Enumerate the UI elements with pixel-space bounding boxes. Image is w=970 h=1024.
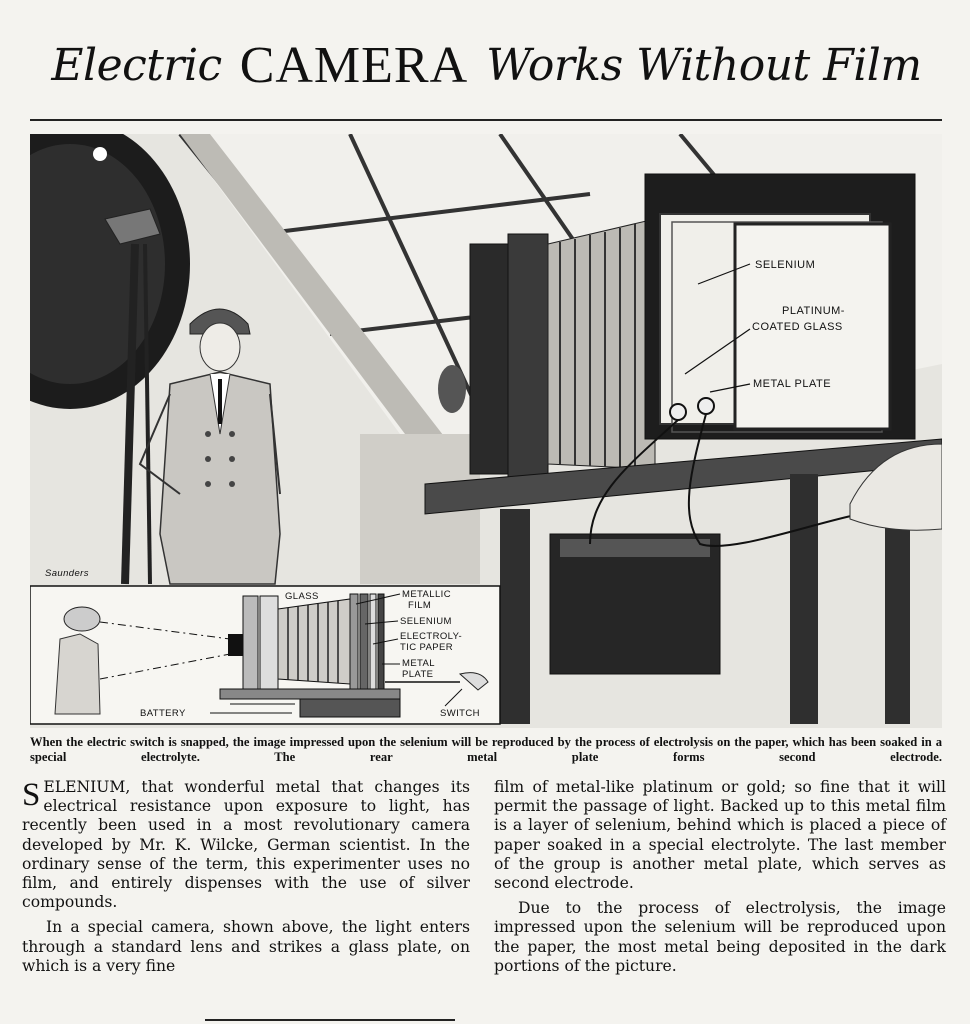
label-platinum-2: COATED GLASS xyxy=(752,321,843,333)
headline-works-without-film: Works Without Film xyxy=(486,39,922,91)
article-column-2 xyxy=(494,778,946,976)
inset-label-metallic-2: FILM xyxy=(408,600,432,611)
wall-fixture xyxy=(438,365,466,413)
headline-rule xyxy=(30,119,942,121)
paragraph-2: In a special camera, shown above, the light enters through a standard lens and strikes a glass plate, on which is a very fine xyxy=(22,918,470,975)
label-selenium: SELENIUM xyxy=(755,259,816,271)
paragraph-1-text: ELENIUM, that wonderful metal that changes its electrical resistance upon exposure to light, has recently been used in a most revolutionary camera developed by Mr. K. Wilcke, German scientist. In the ordinary sense of the term, this experimenter uses no film, and entirely dispenses with the use of silver compounds. xyxy=(22,778,470,912)
inset-label-electrolytic-1: ELECTROLY- xyxy=(400,631,463,642)
inset-label-switch: SWITCH xyxy=(440,708,480,719)
headline-electric: Electric xyxy=(51,39,222,91)
bottom-rule xyxy=(205,1019,455,1021)
inset-label-battery: BATTERY xyxy=(140,708,186,719)
inset-diagram xyxy=(30,586,500,724)
inset-label-metallic-1: METALLIC xyxy=(402,589,451,600)
paragraph-4: Due to the process of electrolysis, the image impressed upon the selenium will be reproduced upon the paper, the most metal being deposited in the dark portions of the picture. xyxy=(494,899,946,975)
paragraph-3: film of metal-like platinum or gold; so fine that it will permit the passage of light. Backed up to this metal film is a layer of selenium, behind which is placed a piece of paper soaked in a special electrolyte. The last member of the group is another metal plate, which serves as second electrode. xyxy=(494,778,946,893)
inset-label-electrolytic-2: TIC PAPER xyxy=(400,642,454,653)
label-metal-plate: METAL PLATE xyxy=(753,378,832,390)
inset-label-metal-2: PLATE xyxy=(402,669,434,680)
inset-label-metal-1: METAL xyxy=(402,658,435,669)
illustration xyxy=(30,134,942,728)
headline-camera: CAMERA xyxy=(239,36,469,94)
drop-cap: S xyxy=(22,777,41,813)
artist-signature: Saunders xyxy=(45,568,89,579)
label-platinum-1: PLATINUM- xyxy=(782,305,845,317)
figure-caption: When the electric switch is snapped, the image impressed upon the selenium will be reproduced by the process of electrolysis on the paper, which has been soaked in a special electrolyte. The rear metal plate forms second electrode. xyxy=(30,735,942,764)
article-column-1 xyxy=(22,778,470,976)
illustration-svg xyxy=(30,134,942,728)
inset-label-selenium: SELENIUM xyxy=(400,616,452,627)
paragraph-1 xyxy=(22,778,470,912)
inset-label-glass: GLASS xyxy=(285,591,319,602)
headline xyxy=(24,34,949,96)
